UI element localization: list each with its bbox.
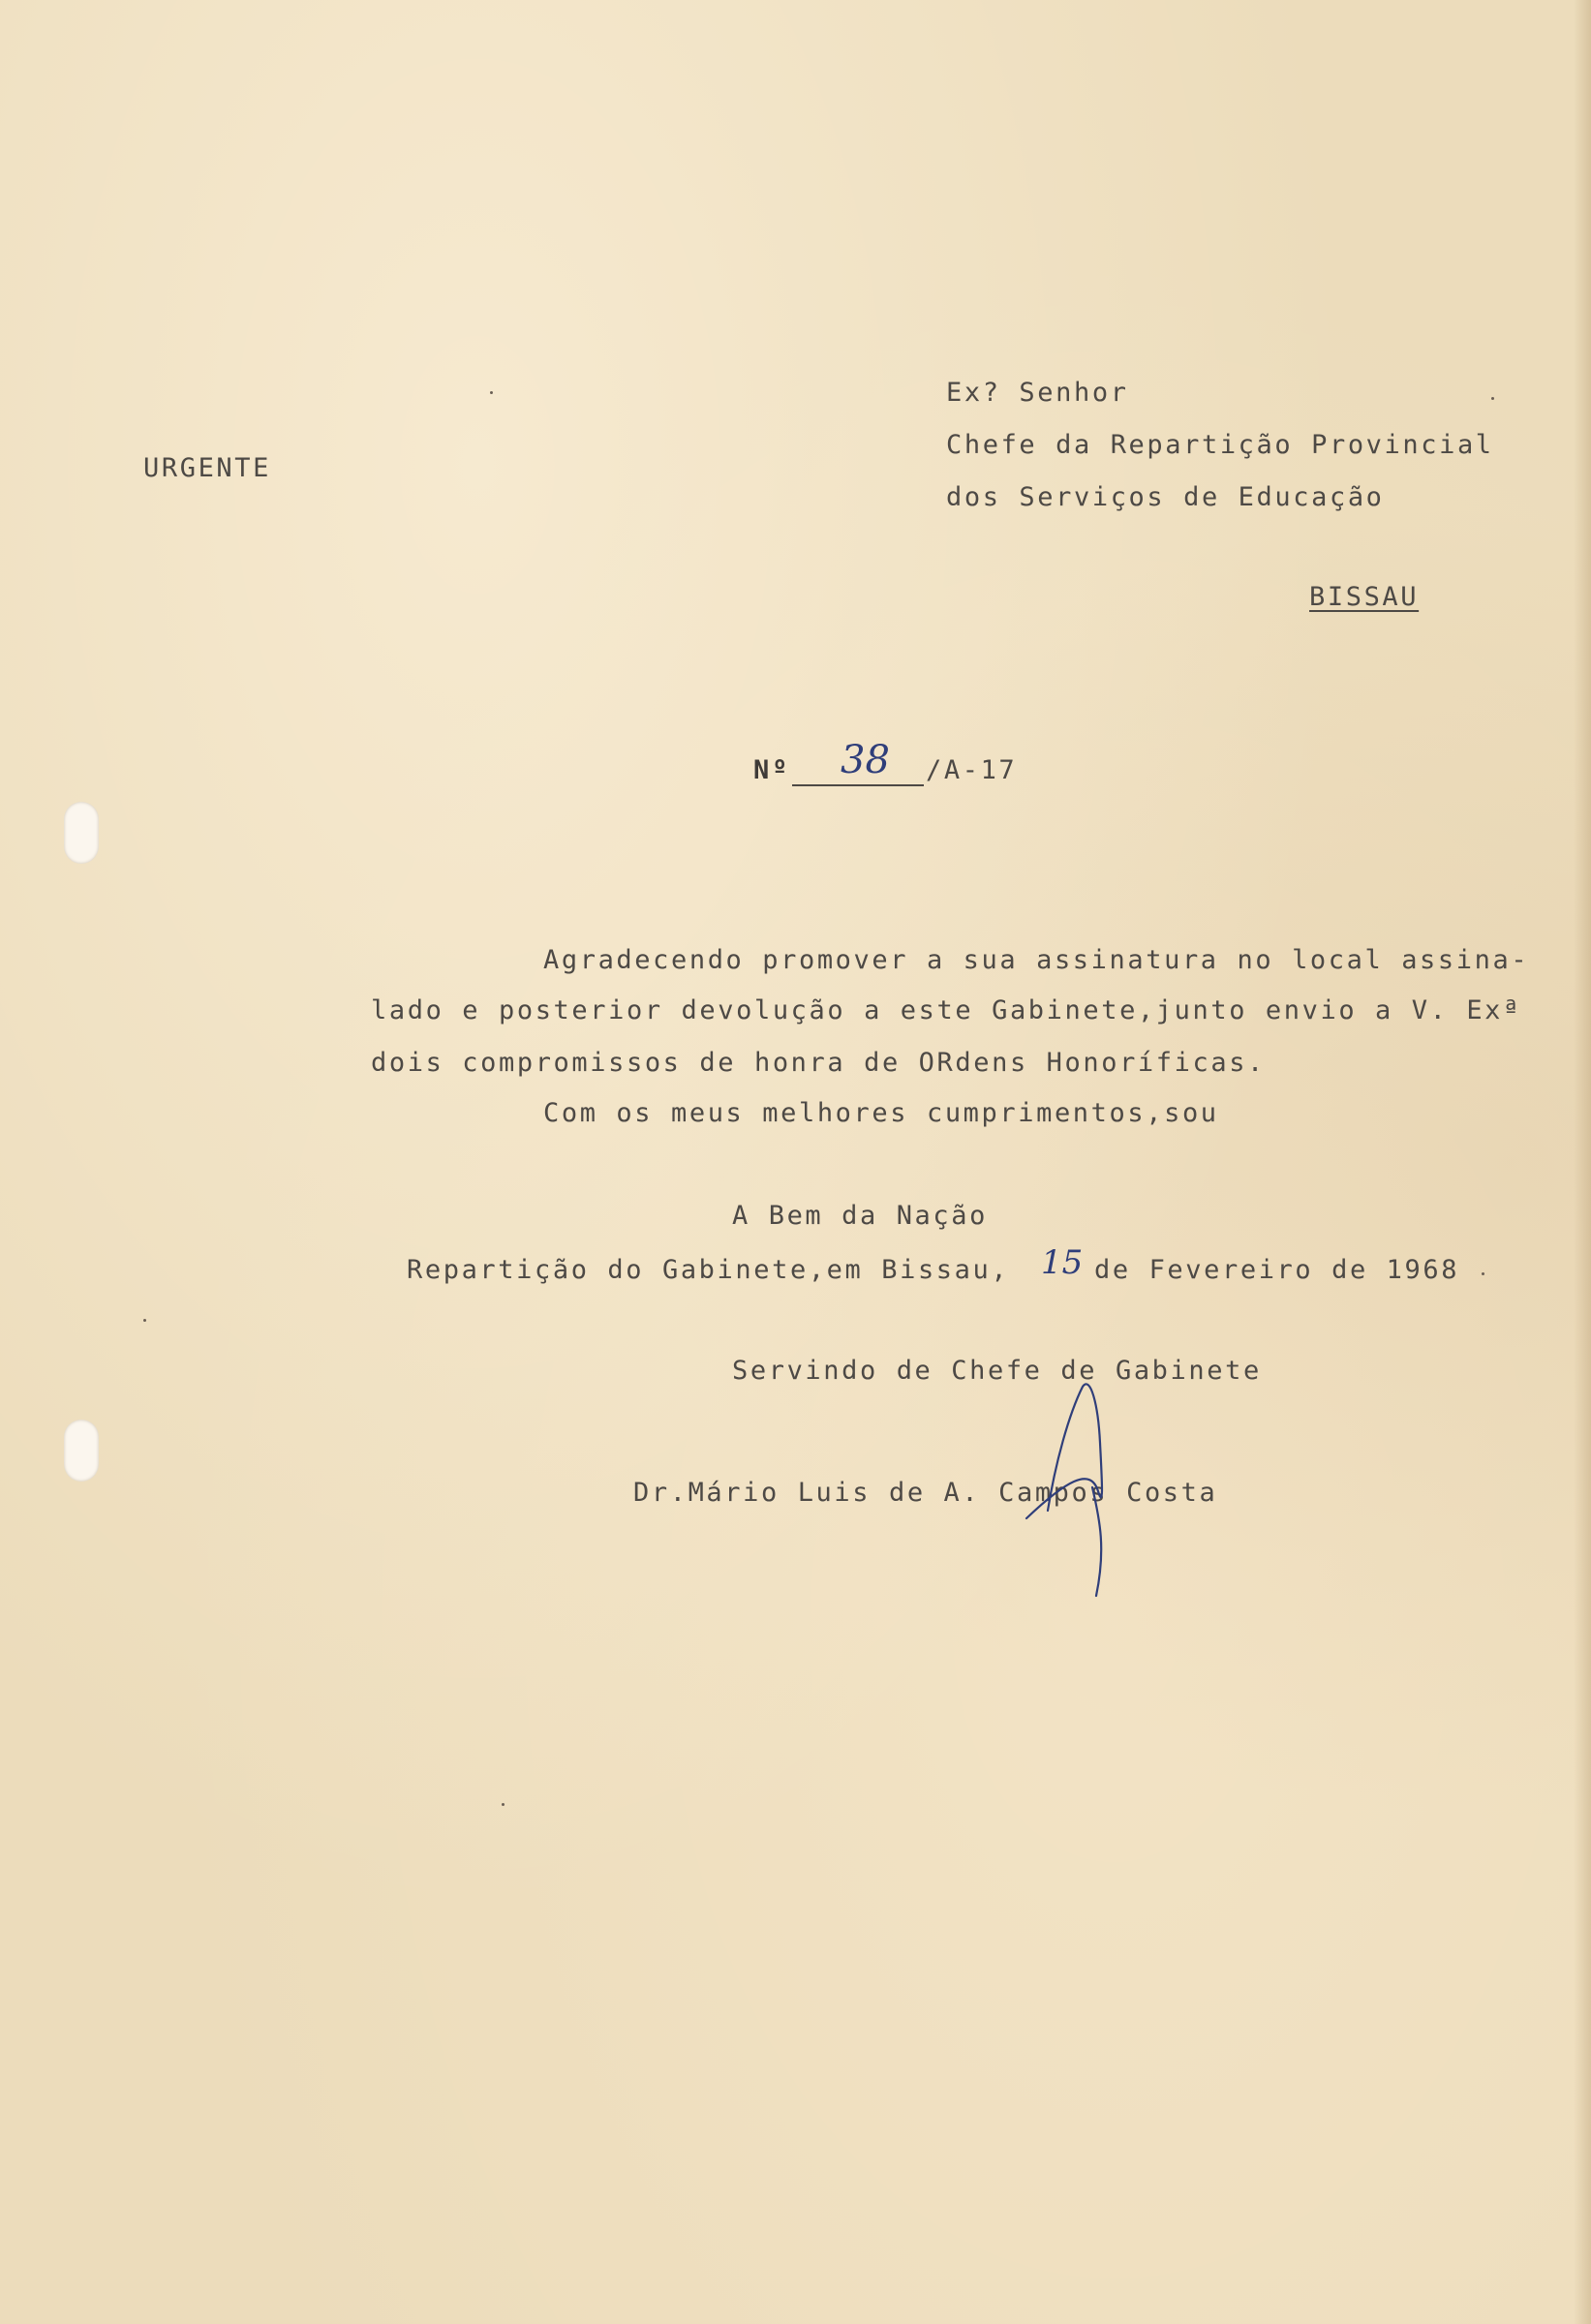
reference-number-handwritten: 38: [841, 738, 890, 782]
body-line-4: Com os meus melhores cumprimentos,sou: [543, 1098, 1219, 1128]
reference-number-line: [792, 784, 924, 786]
date-day-handwritten: 15: [1041, 1243, 1084, 1282]
addressee-title: Chefe da Repartição Provincial: [946, 430, 1494, 460]
reference-prefix: Nº: [753, 755, 790, 785]
paper-speck: [143, 1319, 146, 1322]
body-line-3: dois compromissos de honra de ORdens Honoríficas.: [371, 1048, 1266, 1078]
handwritten-signature: [997, 1346, 1133, 1598]
signatory-role: Servindo de Chefe de Gabinete: [732, 1356, 1262, 1386]
body-line-1: Agradecendo promover a sua assinatura no local assina-: [543, 945, 1530, 975]
paper-speck: [490, 391, 493, 394]
addressee-city: BISSAU: [1309, 582, 1420, 612]
urgency-label: URGENTE: [143, 453, 271, 483]
paper-speck: [502, 1803, 505, 1806]
paper-speck: [1491, 397, 1494, 400]
addressee-salutation: Ex? Senhor: [946, 378, 1129, 408]
body-line-2: lado e posterior devolução a este Gabinete,junto envio a V. Exª: [371, 995, 1521, 1025]
page-edge-shadow: [1574, 0, 1591, 2324]
signatory-name: Dr.Mário Luis de A. Campos Costa: [633, 1478, 1218, 1508]
reference-suffix: /A-17: [926, 755, 1018, 785]
closing-motto: A Bem da Nação: [732, 1201, 988, 1231]
addressee-department: dos Serviços de Educação: [946, 482, 1385, 512]
punch-hole-top: [64, 802, 99, 864]
punch-hole-bottom: [64, 1420, 99, 1482]
place-date-suffix: de Fevereiro de 1968: [1094, 1255, 1460, 1285]
place-date-prefix: Repartição do Gabinete,em Bissau,: [407, 1255, 1010, 1285]
paper-speck: [1482, 1272, 1484, 1275]
